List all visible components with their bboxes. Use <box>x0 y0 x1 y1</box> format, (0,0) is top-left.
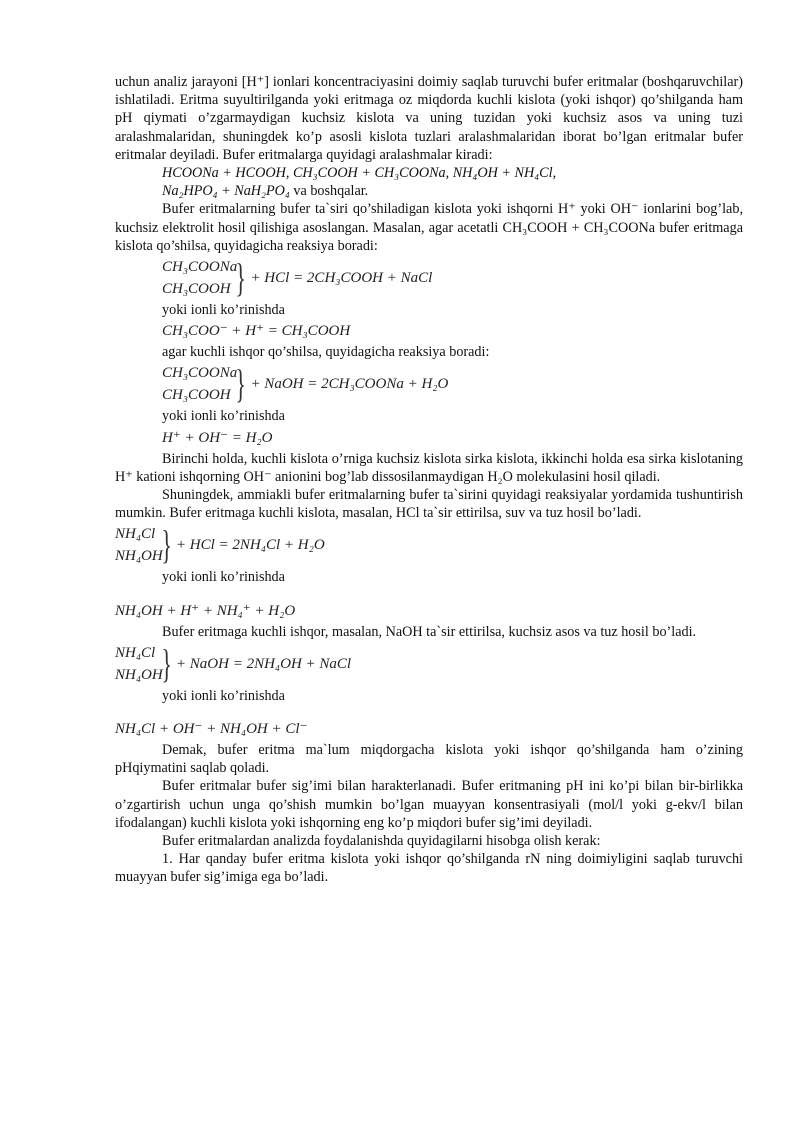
equation-bottom-component: CH₃COOH <box>162 281 231 298</box>
paragraph-conclusion: Demak, bufer eritma ma`lum miqdorgacha kislota yoki ishqor qo’shilganda ham o’zining pHqiymatini saqlab qoladi. <box>115 742 743 777</box>
brace-symbol: } <box>235 361 247 407</box>
phosphate-mixture: Na₂HPO₄ + NaH₂PO₄ <box>162 183 290 200</box>
equation-ammonia-alkali <box>115 641 743 687</box>
equation-top-component: CH₃COONa <box>162 259 238 276</box>
brace-symbol: } <box>235 255 247 301</box>
equation-top-component: NH₄Cl <box>115 644 156 661</box>
paragraph-buffer-action: Bufer eritmalarning bufer ta`siri qo’shiladigan kislota yoki ishqorni H⁺ yoki OH⁻ ionlarini bog’lab, kuchsiz elektrolit hosil qilishiga asoslangan. Masalan, agar acetatli CH₃COOH + CH₃COONa bufer eritmaga kislota qo’shilsa, quyidagicha reaksiya boradi: <box>115 201 743 254</box>
ionic-form-label: yoki ionli ko’rinishda <box>162 569 285 586</box>
equation-rhs: + HCl = 2NH₄Cl + H₂O <box>175 537 325 554</box>
alkali-intro: agar kuchli ishqor qo’shilsa, quyidagicha reaksiya boradi: <box>162 344 490 361</box>
brace-symbol: } <box>161 640 172 686</box>
ionic-form-label: yoki ionli ko’rinishda <box>162 408 285 425</box>
equation-top-component: NH₄Cl <box>115 526 156 543</box>
equation-acetate-acid <box>115 255 743 301</box>
equation-rhs: + NaOH = 2NH₄OH + NaCl <box>175 655 352 672</box>
buffer-mixtures-line-1: HCOONa + HCOOH, CH₃COOH + CH₃COONa, NH₄OH + NH₄Cl, <box>162 165 557 182</box>
equation-bottom-component: CH₃COOH <box>162 387 231 404</box>
buffer-mixtures-line-2 <box>115 182 743 200</box>
paragraph-ammonia-buffer: Shuningdek, ammiakli bufer eritmalarning bufer ta`sirini quyidagi reaksiyalar yordamida tushuntirish mumkin. Bufer eritmaga kuchli kislota, masalan, HCl ta`sir ettirilsa, suv va tuz hosil bo’ladi. <box>115 487 743 522</box>
document-page <box>115 73 743 887</box>
paragraph-usage-notes: Bufer eritmalardan analizda foydalanishda quyidagilarni hisobga olish kerak: <box>162 833 601 850</box>
equation-bottom-component: NH₄OH <box>115 548 163 565</box>
paragraph-strong-alkali: Bufer eritmaga kuchli ishqor, masalan, NaOH ta`sir ettirilsa, kuchsiz asos va tuz hosil bo’ladi. <box>162 623 697 640</box>
ionic-equation-ammonia-alkali: NH₄Cl + OH⁻ + NH₄OH + Cl⁻ <box>115 721 308 738</box>
equation-bottom-component: NH₄OH <box>115 666 163 683</box>
equation-rhs: + HCl = 2CH₃COOH + NaCl <box>250 269 433 286</box>
paragraph-intro: uchun analiz jarayoni [H⁺] ionlari koncentraciyasini doimiy saqlab turuvchi bufer eritmalar (boshqaruvchilar) ishlatiladi. Eritma suyultirilganda yoki eritmaga oz miqdorda kuchli kislota (yoki ishqor) qo’shilganda ham pH qiymati o’zgarmaydigan kuchsiz kislota va uning tuzidan yoki kuchsiz asos va uning tuzi aralashmalaridan, shuningdek ko’p asosli kislota tuzlari aralashmalaridan iborat bo’lgan eritmalar bufer eritmalar deyiladi. Bufer eritmalarga quyidagi aralashmalar kiradi: <box>115 74 743 163</box>
spacer <box>115 705 743 717</box>
equation-ammonia-acid <box>115 522 743 568</box>
equation-acetate-alkali <box>115 361 743 407</box>
paragraph-explanation: Birinchi holda, kuchli kislota o’rniga kuchsiz kislota sirka kislota, ikkinchi holda esa sirka kislotaning H⁺ kationi ishqorning OH⁻ anionini bog’lab dissosilanmaydigan H₂O molekulasini hosil qiladi. <box>115 450 743 485</box>
brace-symbol: } <box>161 522 172 568</box>
list-item-1: 1. Har qanday bufer eritma kislota yoki ishqor qo’shilganda rN ning doimiyligini saqlab turuvchi muayyan bufer sig’imiga ega bo’ladi. <box>115 851 743 886</box>
spacer <box>115 587 743 599</box>
ionic-form-label: yoki ionli ko’rinishda <box>162 687 285 704</box>
equation-rhs: + NaOH = 2CH₃COONa + H₂O <box>250 376 449 393</box>
equation-top-component: CH₃COONa <box>162 365 238 382</box>
ionic-equation-water: H⁺ + OH⁻ = H₂O <box>162 429 273 446</box>
ionic-equation-acetate-acid: CH₃COO⁻ + H⁺ = CH₃COOH <box>162 323 351 340</box>
paragraph-buffer-capacity: Bufer eritmalar bufer sig’imi bilan harakterlanadi. Bufer eritmaning pH ini ko’pi bilan bir-birlikka o’zgartirish uchun unga qo’shish mumkin bo’lgan muayyan konsentrasiyali (mol/l yoki g-ekv/l bilan ifodalangan) kuchli kislota yoki ishqorning eng ko’p miqdori bufer sig’imi deyiladi. <box>115 778 743 831</box>
ionic-equation-ammonia-acid: NH₄OH + H⁺ + NH₄⁺ + H₂O <box>115 602 296 619</box>
and-others-text: va boshqalar. <box>289 183 369 200</box>
ionic-form-label: yoki ionli ko’rinishda <box>162 302 285 319</box>
